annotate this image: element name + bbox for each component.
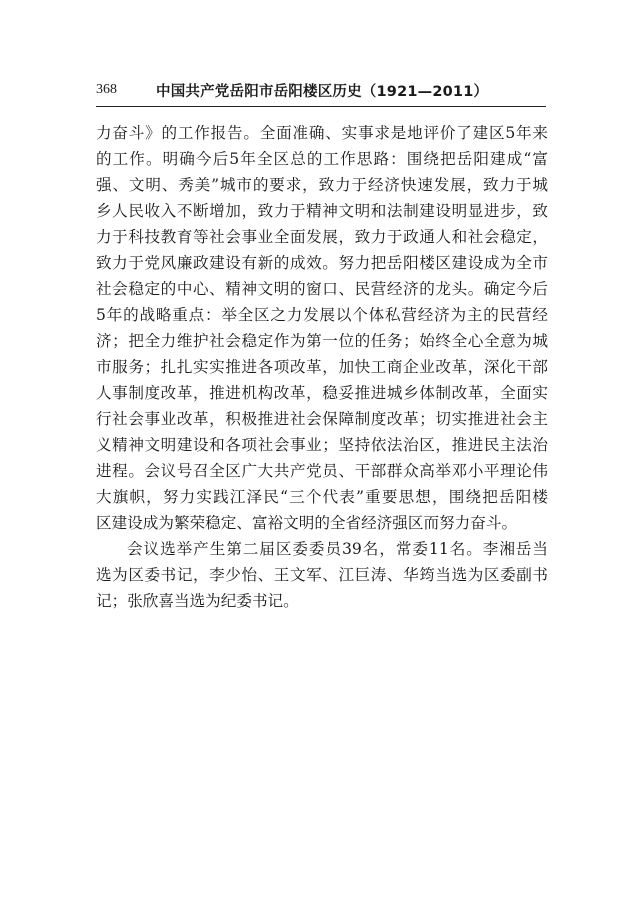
text-line: 行社会事业改革，积极推进社会保障制度改革；切实推进社会主 xyxy=(96,410,548,428)
running-header xyxy=(96,80,546,104)
text-line: 济；把全力维护社会稳定作为第一位的任务；始终全心全意为城 xyxy=(96,332,548,350)
text-line: 选为区委书记，李少怡、王文军、江巨涛、华筠当选为区委副书 xyxy=(96,566,548,584)
text-line: 致力于党风廉政建设有新的成效。努力把岳阳楼区建设成为全市 xyxy=(96,254,548,272)
text-line: 力于科技教育等社会事业全面发展，致力于政通人和社会稳定， xyxy=(96,228,548,246)
text-line: 大旗帜，努力实践江泽民“三个代表”重要思想，围绕把岳阳楼 xyxy=(96,488,548,506)
body-text xyxy=(96,120,548,614)
text-line: 义精神文明建设和各项社会事业；坚持依法治区，推进民主法治 xyxy=(96,436,548,454)
text-line: 乡人民收入不断增加，致力于精神文明和法制建设明显进步，致 xyxy=(96,202,548,220)
text-line: 力奋斗》的工作报告。全面准确、实事求是地评价了建区5年来 xyxy=(96,124,548,142)
text-line: 强、文明、秀美”城市的要求，致力于经济快速发展，致力于城 xyxy=(96,176,548,194)
book-title: 中国共产党岳阳市岳阳楼区历史（1921—2011） xyxy=(156,84,489,100)
text-line: 5年的战略重点：举全区之力发展以个体私营经济为主的民营经 xyxy=(96,306,548,324)
text-line: 区建设成为繁荣稳定、富裕文明的全省经济强区而努力奋斗。 xyxy=(96,514,518,532)
text-line: 人事制度改革，推进机构改革，稳妥推进城乡体制改革，全面实 xyxy=(96,384,548,402)
text-line: 社会稳定的中心、精神文明的窗口、民营经济的龙头。确定今后 xyxy=(96,280,548,298)
text-line: 会议选举产生第二届区委委员39名，常委11名。李湘岳当 xyxy=(127,540,548,558)
text-line: 的工作。明确今后5年全区总的工作思路：围绕把岳阳建成“富 xyxy=(96,150,548,168)
text-line: 市服务；扎扎实实推进各项改革，加快工商企业改革，深化干部 xyxy=(96,358,548,376)
text-line: 记；张欣喜当选为纪委书记。 xyxy=(96,592,299,610)
text-line: 进程。会议号召全区广大共产党员、干部群众高举邓小平理论伟 xyxy=(96,462,548,480)
page-number: 368 xyxy=(96,82,117,97)
header-rule xyxy=(96,106,546,107)
